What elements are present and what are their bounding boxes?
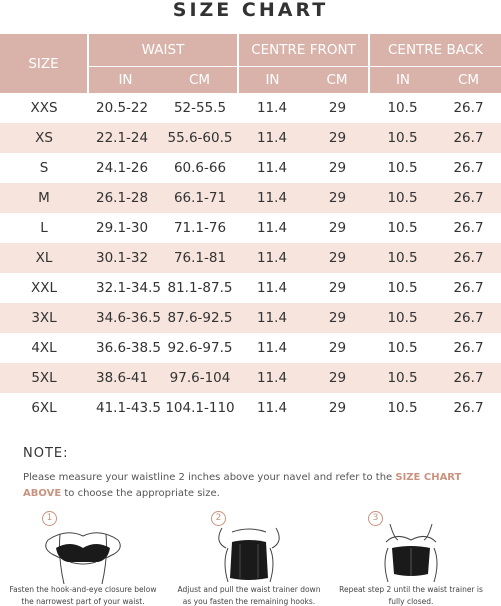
- table-row: [0, 303, 501, 333]
- back-in-cell: 10.5: [369, 183, 436, 213]
- waist-in-cell: 26.1-28: [88, 183, 162, 213]
- front-cm-cell: 29: [306, 243, 369, 273]
- page-title: SIZE CHART: [172, 0, 329, 21]
- table-row: [0, 363, 501, 393]
- waist-cm-cell: 52-55.5: [162, 93, 238, 123]
- size-table-body: [0, 93, 501, 423]
- step-caption: Adjust and pull the waist trainer down as you fasten the remaining hooks.: [177, 585, 321, 606]
- front-in-cell: 11.4: [238, 183, 306, 213]
- back-in-cell: 10.5: [369, 243, 436, 273]
- back-in-cell: 10.5: [369, 213, 436, 243]
- size-cell: M: [0, 183, 88, 213]
- waist-in-cell: 22.1-24: [88, 123, 162, 153]
- size-cell: XXL: [0, 273, 88, 303]
- table-row: [0, 183, 501, 213]
- size-cell: XXS: [0, 93, 88, 123]
- front-in-cell: 11.4: [238, 363, 306, 393]
- front-in-cell: 11.4: [238, 243, 306, 273]
- back-in-cell: 10.5: [369, 273, 436, 303]
- size-cell: XS: [0, 123, 88, 153]
- waist-cm-cell: 97.6-104: [162, 363, 238, 393]
- waist-cm-cell: 92.6-97.5: [162, 333, 238, 363]
- waist-cm-cell: 66.1-71: [162, 183, 238, 213]
- fully-closed-illustration: [336, 518, 486, 584]
- step-number: 2: [211, 511, 226, 526]
- front-in-cell: 11.4: [238, 393, 306, 423]
- centre-front-header: CENTRE FRONT: [238, 34, 369, 66]
- front-cm-cell: 29: [306, 303, 369, 333]
- step-3: [336, 510, 486, 606]
- back-cm-cell: 26.7: [436, 303, 501, 333]
- instructions-text-end: to choose the appropriate size.: [61, 487, 220, 499]
- instructions-text-start: Please measure your waistline 2 inches above your navel and refer to the: [23, 472, 396, 483]
- table-row: [0, 393, 501, 423]
- step-2: [174, 510, 324, 606]
- back-in-cell: 10.5: [369, 393, 436, 423]
- front-cm-cell: 29: [306, 393, 369, 423]
- size-cell: 3XL: [0, 303, 88, 333]
- note-heading: NOTE:: [23, 446, 69, 461]
- front-in-cell: 11.4: [238, 213, 306, 243]
- back-cm-cell: 26.7: [436, 393, 501, 423]
- front-in-header: IN: [238, 66, 306, 93]
- front-cm-cell: 29: [306, 213, 369, 243]
- front-cm-cell: 29: [306, 123, 369, 153]
- waist-cm-cell: 71.1-76: [162, 213, 238, 243]
- back-cm-cell: 26.7: [436, 153, 501, 183]
- back-cm-cell: 26.7: [436, 213, 501, 243]
- size-chart-reference: SIZE CHART ABOVE: [23, 472, 462, 499]
- front-cm-cell: 29: [306, 273, 369, 303]
- step-number: 1: [42, 511, 57, 526]
- front-in-cell: 11.4: [238, 153, 306, 183]
- adjust-trainer-illustration: [174, 518, 324, 584]
- step-number: 3: [368, 511, 383, 526]
- waist-in-cell: 38.6-41: [88, 363, 162, 393]
- waist-in-cell: 32.1-34.5: [88, 273, 162, 303]
- waist-cm-cell: 81.1-87.5: [162, 273, 238, 303]
- back-cm-cell: 26.7: [436, 243, 501, 273]
- table-row: [0, 213, 501, 243]
- centre-back-header: CENTRE BACK: [369, 34, 501, 66]
- waist-in-cell: 24.1-26: [88, 153, 162, 183]
- waist-cm-cell: 55.6-60.5: [162, 123, 238, 153]
- waist-in-cell: 29.1-30: [88, 213, 162, 243]
- waist-in-cell: 41.1-43.5: [88, 393, 162, 423]
- back-in-cell: 10.5: [369, 333, 436, 363]
- front-cm-cell: 29: [306, 183, 369, 213]
- front-cm-cell: 29: [306, 153, 369, 183]
- size-cell: 6XL: [0, 393, 88, 423]
- waist-in-header: IN: [88, 66, 162, 93]
- size-cell: 4XL: [0, 333, 88, 363]
- back-in-cell: 10.5: [369, 93, 436, 123]
- size-chart-table: [0, 34, 501, 423]
- front-cm-cell: 29: [306, 333, 369, 363]
- front-cm-header: CM: [306, 66, 369, 93]
- step-caption: Repeat step 2 until the waist trainer is fully closed.: [339, 585, 483, 606]
- step-1: [8, 510, 158, 606]
- front-cm-cell: 29: [306, 363, 369, 393]
- back-cm-cell: 26.7: [436, 273, 501, 303]
- back-cm-cell: 26.7: [436, 93, 501, 123]
- size-cell: 5XL: [0, 363, 88, 393]
- waist-cm-cell: 104.1-110: [162, 393, 238, 423]
- waist-cm-cell: 60.6-66: [162, 153, 238, 183]
- back-cm-header: CM: [436, 66, 501, 93]
- back-in-cell: 10.5: [369, 363, 436, 393]
- front-in-cell: 11.4: [238, 303, 306, 333]
- back-cm-cell: 26.7: [436, 333, 501, 363]
- table-row: [0, 123, 501, 153]
- measure-instructions: [23, 470, 493, 501]
- waist-in-cell: 34.6-36.5: [88, 303, 162, 333]
- step-caption: Fasten the hook-and-eye closure below the narrowest part of your waist.: [9, 585, 157, 606]
- table-row: [0, 243, 501, 273]
- waist-in-cell: 36.6-38.5: [88, 333, 162, 363]
- back-cm-cell: 26.7: [436, 183, 501, 213]
- front-in-cell: 11.4: [238, 333, 306, 363]
- waist-cm-cell: 76.1-81: [162, 243, 238, 273]
- waist-in-cell: 20.5-22: [88, 93, 162, 123]
- table-row: [0, 273, 501, 303]
- front-in-cell: 11.4: [238, 93, 306, 123]
- waist-cm-cell: 87.6-92.5: [162, 303, 238, 333]
- back-in-cell: 10.5: [369, 153, 436, 183]
- front-in-cell: 11.4: [238, 273, 306, 303]
- fasten-hooks-illustration: [8, 518, 158, 584]
- back-in-cell: 10.5: [369, 303, 436, 333]
- table-row: [0, 333, 501, 363]
- back-in-header: IN: [369, 66, 436, 93]
- size-cell: XL: [0, 243, 88, 273]
- front-in-cell: 11.4: [238, 123, 306, 153]
- table-row: [0, 93, 501, 123]
- front-cm-cell: 29: [306, 93, 369, 123]
- waist-cm-header: CM: [162, 66, 238, 93]
- waist-header: WAIST: [88, 34, 238, 66]
- size-cell: S: [0, 153, 88, 183]
- back-cm-cell: 26.7: [436, 123, 501, 153]
- size-header: SIZE: [0, 34, 88, 93]
- back-in-cell: 10.5: [369, 123, 436, 153]
- waist-in-cell: 30.1-32: [88, 243, 162, 273]
- size-cell: L: [0, 213, 88, 243]
- table-row: [0, 153, 501, 183]
- back-cm-cell: 26.7: [436, 363, 501, 393]
